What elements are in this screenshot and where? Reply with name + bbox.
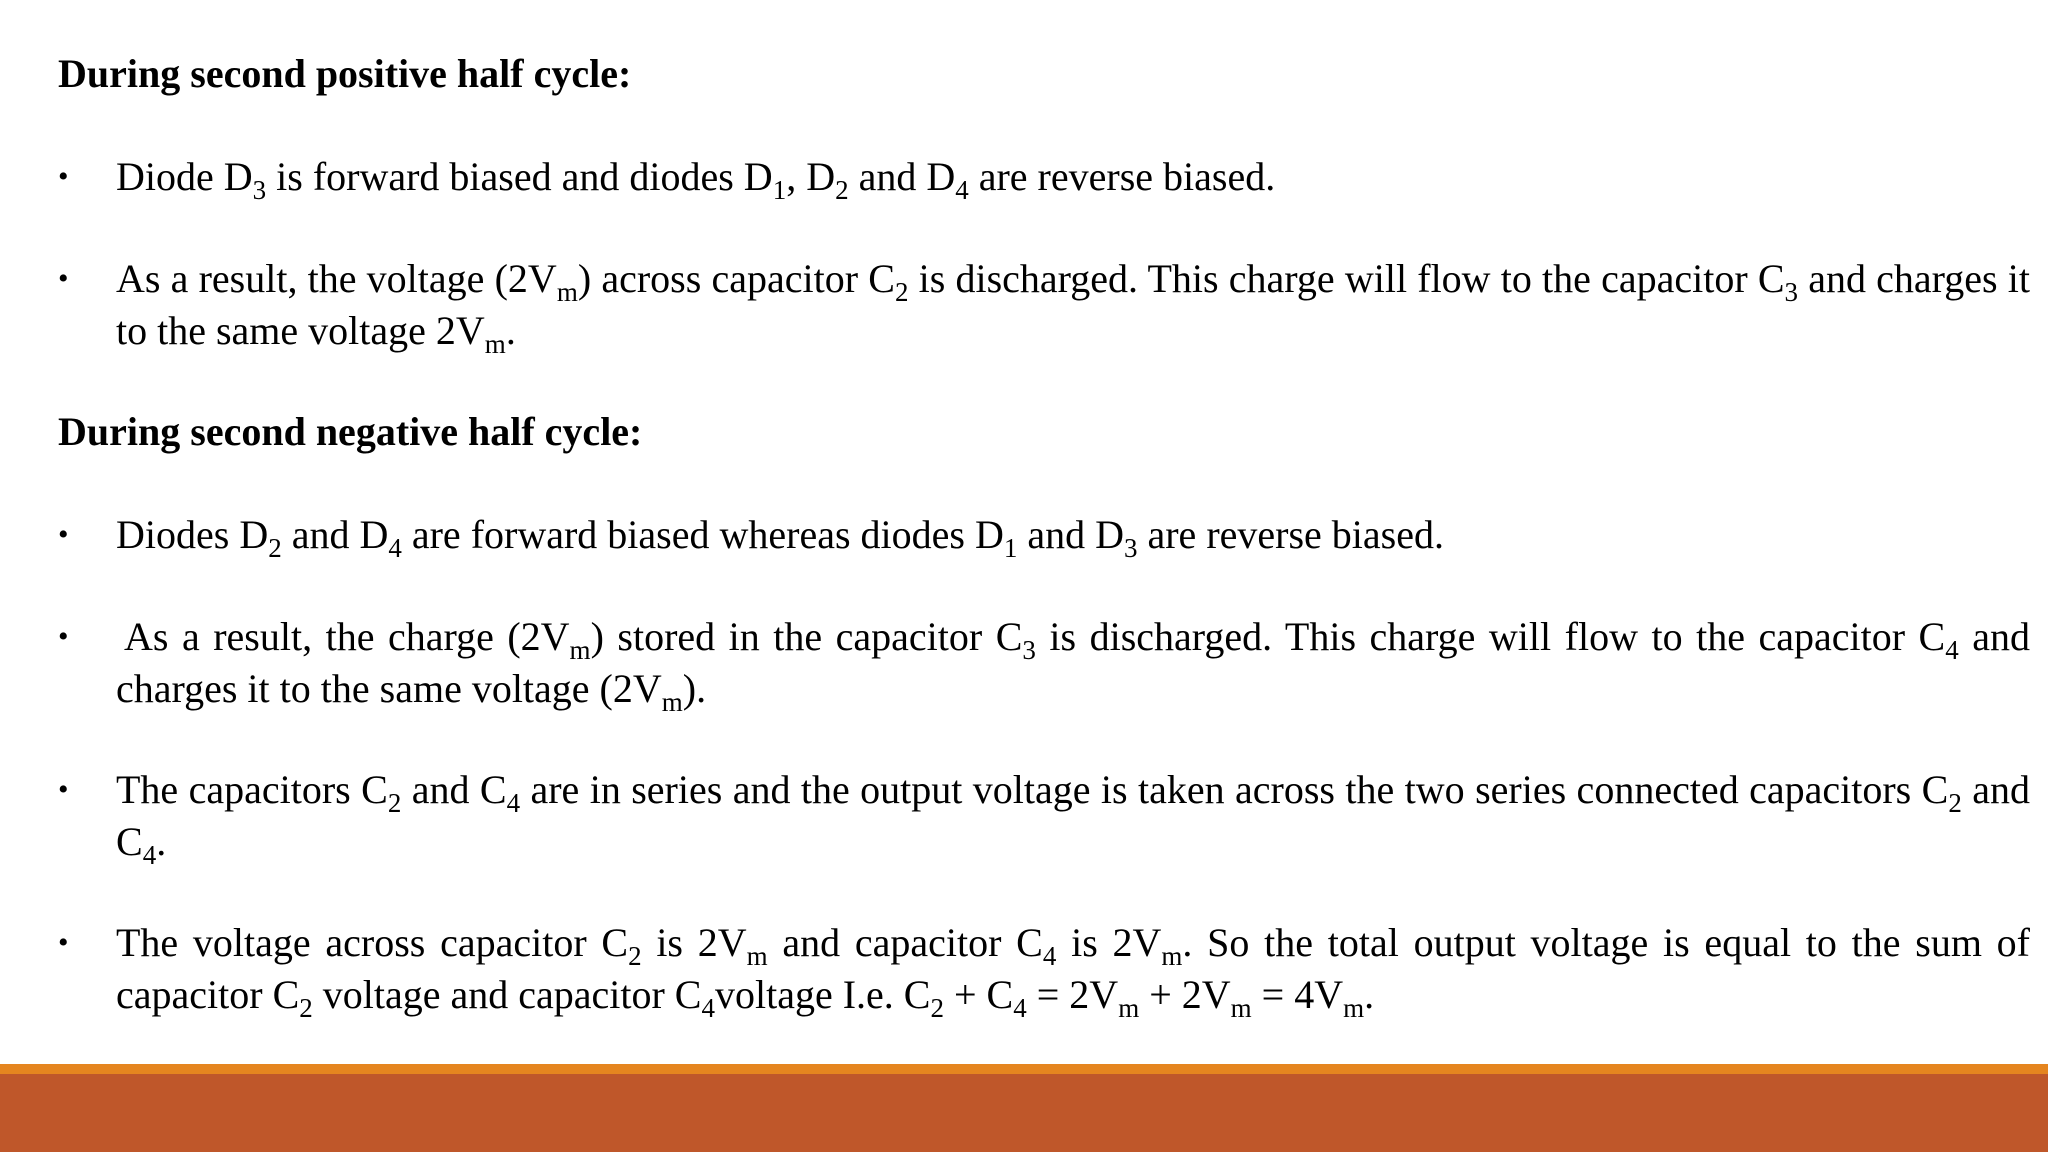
text-run: and capacitor C (767, 920, 1043, 965)
text-run: . So the total output voltage is equal to the sum of capacitor C (116, 920, 2030, 1017)
text-run: are in series and the output voltage is taken across the two series connected capacitors C (520, 767, 1949, 812)
subscript: 2 (1948, 788, 1962, 818)
subscript: 4 (388, 533, 402, 563)
text-run: ) stored in the capacitor C (590, 614, 1023, 659)
bullet-marker: • (58, 160, 69, 193)
text-run: = 4V (1251, 972, 1344, 1017)
text-run: . (156, 819, 167, 864)
text-run: and charges it to the same voltage (2V (116, 614, 2030, 711)
bullet-marker: • (58, 773, 69, 806)
text-run: are reverse biased. (968, 154, 1276, 199)
subscript: 4 (701, 993, 715, 1023)
text-run: is discharged. This charge will flow to the capacitor C (908, 256, 1785, 301)
text-run: . (505, 308, 516, 353)
text-run: voltage I.e. C (714, 972, 931, 1017)
text-run: is forward biased and diodes D (266, 154, 773, 199)
bullet-marker: • (58, 926, 69, 959)
text-run: As a result, the charge (2V (124, 614, 570, 659)
subscript: 4 (1042, 941, 1057, 971)
subscript: 2 (930, 993, 944, 1023)
subscript: 2 (628, 941, 642, 971)
text-run: are reverse biased. (1137, 512, 1444, 557)
bullet-text (116, 611, 2030, 715)
text-run: and C (116, 767, 2030, 864)
subscript: m (1230, 993, 1252, 1023)
text-run: = 2V (1026, 972, 1119, 1017)
text-run: , D (786, 154, 836, 199)
subscript: 2 (387, 788, 402, 818)
text-run: . (1364, 972, 1375, 1017)
text-run: The voltage across capacitor C (116, 920, 629, 965)
text-run: voltage and capacitor C (312, 972, 702, 1017)
subscript: 2 (299, 993, 313, 1023)
text-run: Diode D (116, 154, 253, 199)
text-run: and D (1017, 512, 1124, 557)
text-run: are forward biased whereas diodes D (401, 512, 1004, 557)
subscript: 4 (142, 840, 157, 870)
subscript: 4 (506, 788, 521, 818)
bullet-marker: • (58, 620, 69, 653)
subscript: 4 (1013, 993, 1027, 1023)
text-run: + C (943, 972, 1014, 1017)
subscript: m (746, 941, 768, 971)
text-run: and D (281, 512, 389, 557)
bullet-text (116, 151, 2030, 203)
heading-negative-half-cycle: During second negative half cycle: (58, 409, 643, 454)
bullet-text (116, 253, 2030, 357)
bullet-text (116, 764, 2030, 868)
text-run: Diodes D (116, 512, 269, 557)
heading-positive-half-cycle: During second positive half cycle: (58, 51, 632, 96)
text-run: The capacitors C (116, 767, 388, 812)
subscript: 3 (252, 175, 267, 205)
subscript: m (1118, 993, 1140, 1023)
subscript: m (661, 687, 683, 717)
text-run: As a result, the voltage (2V (116, 256, 557, 301)
bullet-text (116, 917, 2030, 1021)
footer-bar (0, 1074, 2048, 1152)
subscript: 4 (955, 175, 969, 205)
subscript: 4 (1945, 635, 1959, 665)
subscript: 1 (1003, 533, 1018, 563)
footer-accent-line (0, 1064, 2048, 1074)
bullet-text (116, 509, 2030, 561)
subscript: 3 (1123, 533, 1138, 563)
subscript: 2 (835, 175, 849, 205)
subscript: m (484, 329, 506, 359)
text-run: and charges it to the same voltage 2V (116, 256, 2031, 353)
subscript: 1 (772, 175, 787, 205)
subscript: 3 (1022, 635, 1036, 665)
text-run: is discharged. This charge will flow to the capacitor C (1035, 614, 1946, 659)
text-run: is 2V (1056, 920, 1162, 965)
subscript: 2 (894, 277, 909, 307)
text-run: and D (848, 154, 956, 199)
subscript: m (569, 635, 591, 665)
bullet-marker: • (58, 518, 69, 551)
text-run: is 2V (641, 920, 747, 965)
text-run: ). (682, 666, 707, 711)
text-run: and C (401, 767, 507, 812)
subscript: m (1343, 993, 1365, 1023)
text-run: + 2V (1139, 972, 1231, 1017)
subscript: 2 (268, 533, 282, 563)
subscript: 3 (1784, 277, 1799, 307)
text-run: ) across capacitor C (577, 256, 895, 301)
subscript: m (1161, 941, 1183, 971)
subscript: m (556, 277, 578, 307)
bullet-marker: • (58, 262, 69, 295)
